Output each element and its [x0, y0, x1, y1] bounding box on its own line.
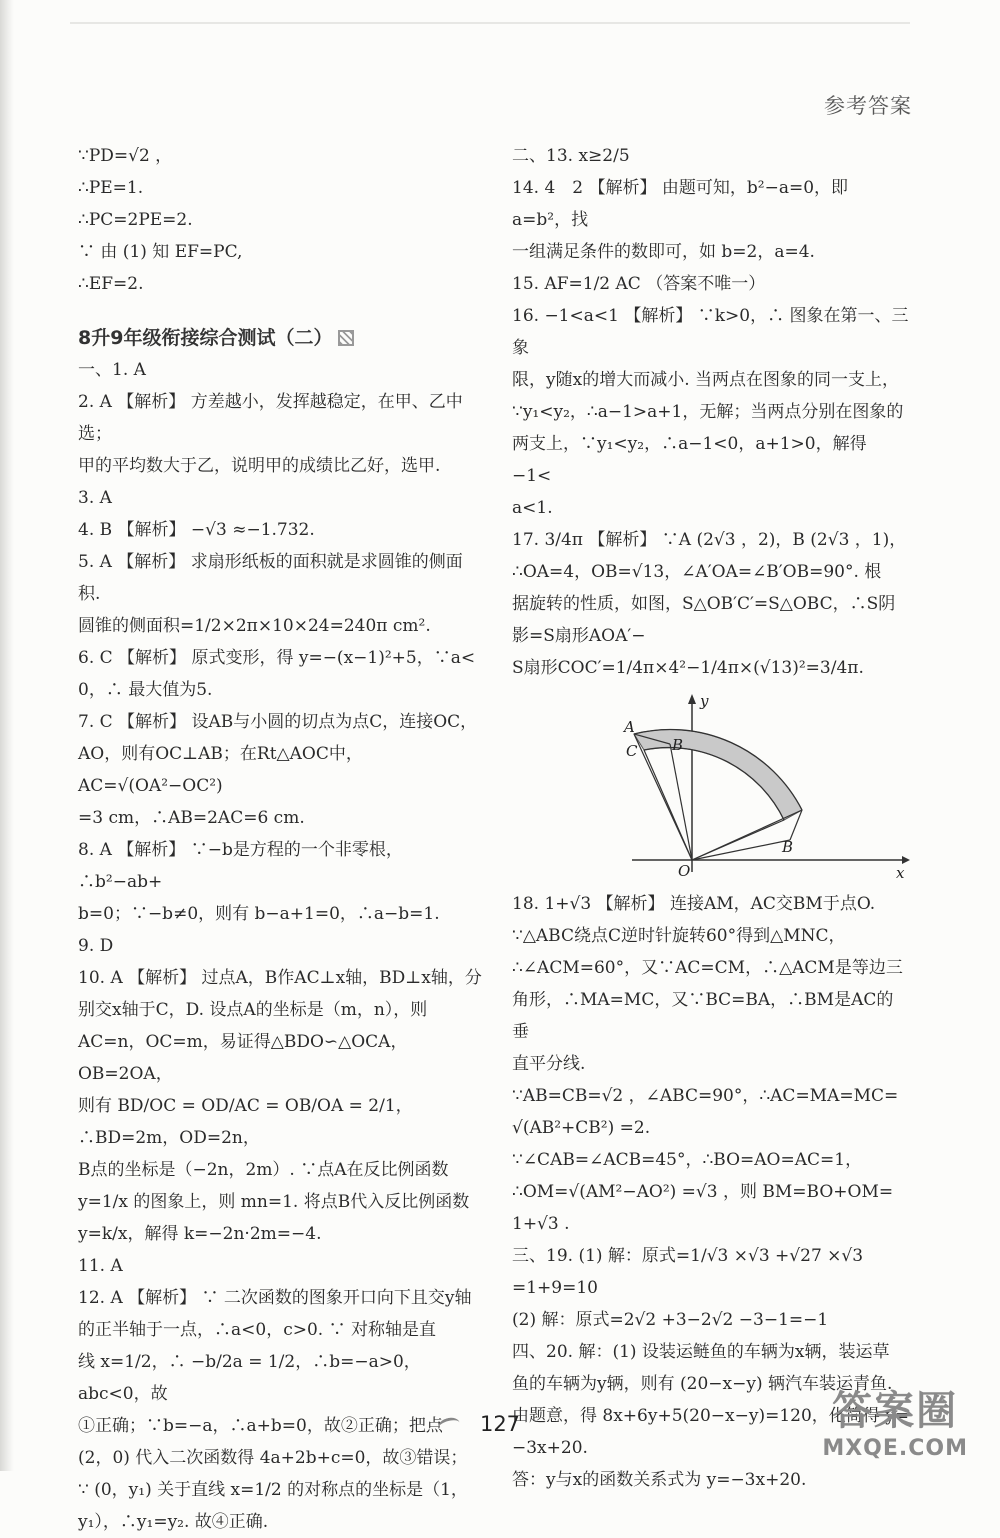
watermark — [822, 1379, 968, 1461]
answer-line: ∵PD=√2 ， — [78, 146, 173, 166]
label-y: y — [700, 692, 709, 710]
page-binding-shadow — [0, 0, 14, 1471]
label-C: C — [626, 742, 638, 760]
answer-line: 角形，∴MA=MC，又∵BC=BA，∴BM是AC的垂 — [512, 990, 894, 1042]
left-column — [78, 140, 483, 1538]
answer-line: 四、20. 解：(1) 设装运鲢鱼的车辆为x辆，装运草 — [512, 1342, 890, 1362]
segment-OB — [670, 744, 692, 860]
answer-line: 别交x轴于C，D. 设点A的坐标是（m，n），则 — [78, 1000, 428, 1020]
answer-line: ∴OM=√(AM²−AO²) =√3 ，则 BM=BO+OM= — [512, 1182, 894, 1202]
answer-line: ∵△ABC绕点C逆时针旋转60°得到△MNC， — [512, 926, 846, 946]
answer-line: ①正确；∵b=−a，∴a+b=0，故②正确；把点 — [78, 1416, 443, 1436]
answer-line: ∴PC=2PE=2. — [78, 210, 193, 230]
answer-line: =1+9=10 — [512, 1278, 598, 1298]
answer-line: 17. 3/4π 【解析】 ∵A (2√3 ，2)，B (2√3 ，1)， — [512, 530, 907, 550]
label-B: B — [672, 736, 684, 754]
answer-line: AO，则有OC⊥AB；在Rt△AOC中，AC=√(OA²−OC²) — [78, 744, 363, 796]
answer-line: 0，∴ 最大值为5. — [78, 680, 213, 700]
answer-line: 16. −1<a<1 【解析】 ∵k>0，∴ 图象在第一、三象 — [512, 306, 909, 358]
answer-line: 二、13. x≥2/5 — [512, 146, 630, 166]
answer-line: 由题意，得 8x+6y+5(20−x−y)=120，化简得 y= — [512, 1406, 910, 1426]
answer-line: ∴OA=4，OB=√13，∠A′OA=∠B′OB=90°. 根 — [512, 562, 882, 582]
label-B-prime: B — [782, 838, 794, 856]
segment-OB-prime — [692, 840, 790, 860]
answer-line: 鱼的车辆为y辆，则有 (20−x−y) 辆汽车装运青鱼. — [512, 1374, 893, 1394]
answer-line: 的正半轴于一点，∴a<0，c>0. ∵ 对称轴是直 — [78, 1320, 436, 1340]
answer-line: y₁），∴y₁=y₂. 故④正确. — [78, 1512, 269, 1532]
answer-line: 11. A — [78, 1256, 123, 1276]
answer-line: 1+√3 . — [512, 1214, 570, 1234]
answer-line: 8. A 【解析】 ∵−b是方程的一个非零根，∴b²−ab+ — [78, 840, 403, 892]
answer-block-continued — [78, 140, 483, 300]
answer-line: 甲的平均数大于乙，说明甲的成绩比乙好，选甲. — [78, 456, 441, 476]
answer-line: 则有 BD/OC = OD/AC = OB/OA = 2/1，∴BD=2m，OD=2n， — [78, 1096, 413, 1148]
rotation-figure — [612, 692, 912, 882]
answer-line: 答：y与x的函数关系式为 y=−3x+20. — [512, 1470, 807, 1490]
answer-block — [512, 140, 910, 684]
answer-line: 4. B 【解析】 −√3 ≈−1.732. — [78, 520, 315, 540]
label-O: O — [678, 862, 691, 880]
running-head: 参考答案 — [824, 94, 912, 118]
answer-line: 5. A 【解析】 求扇形纸板的面积就是求圆锥的侧面积. — [78, 552, 463, 604]
answer-line: 18. 1+√3 【解析】 连接AM，AC交BM于点O. — [512, 894, 876, 914]
answer-line: 15. AF=1/2 AC （答案不唯一） — [512, 274, 766, 294]
header-rule — [70, 22, 910, 24]
answer-line: 三、19. (1) 解：原式=1/√3 ×√3 +√27 ×√3 — [512, 1246, 864, 1266]
page-number: 127 — [479, 1412, 521, 1436]
section-title-text: 8升9年级衔接综合测试（二） — [78, 327, 333, 349]
answer-line: −3x+20. — [512, 1438, 588, 1458]
answer-line: y=k/x，解得 k=−2n·2m=−4. — [78, 1224, 322, 1244]
label-A: A — [624, 718, 635, 736]
answer-line: 一组满足条件的数即可，如 b=2，a=4. — [512, 242, 815, 262]
answer-line: 圆锥的侧面积=1/2×2π×10×24=240π cm². — [78, 616, 431, 636]
answer-line: 限，y随x的增大而减小. 当两点在图象的同一支上， — [512, 370, 899, 390]
answer-line: 6. C 【解析】 原式变形，得 y=−(x−1)²+5，∵a< — [78, 648, 476, 668]
segment-OC-prime — [692, 820, 784, 860]
answer-line: 14. 4 2 【解析】 由题可知，b²−a=0，即 a=b²，找 — [512, 178, 854, 230]
answer-line: a<1. — [512, 498, 553, 518]
right-column — [512, 140, 910, 1496]
label-x: x — [896, 864, 905, 882]
answer-line: ∴∠ACM=60°，又∵AC=CM，∴△ACM是等边三 — [512, 958, 903, 978]
answer-line: 2. A 【解析】 方差越小，发挥越稳定，在甲、乙中选； — [78, 392, 463, 444]
section-title — [78, 322, 483, 354]
answer-line: 线 x=1/2，∴ −b/2a = 1/2，∴b=−a>0，abc<0，故 — [78, 1352, 421, 1404]
watermark-logo: 答案圈 — [832, 1388, 959, 1434]
answer-line: AC=n，OC=m，易证得△BDO∽△OCA，OB=2OA， — [78, 1032, 408, 1084]
answer-line: 10. A 【解析】 过点A，B作AC⊥x轴，BD⊥x轴，分 — [78, 968, 482, 988]
answer-line: ∵∠CAB=∠ACB=45°，∴BO=AO=AC=1， — [512, 1150, 863, 1170]
answer-line: B点的坐标是（−2n，2m）. ∵点A在反比例函数 — [78, 1160, 449, 1180]
answer-line: 9. D — [78, 936, 114, 956]
answer-line: √(AB²+CB²) =2. — [512, 1118, 651, 1138]
answer-line: 两支上，∵y₁<y₂，∴a−1<0，a+1>0，解得 −1< — [512, 434, 872, 486]
answer-line: ∵ (0，y₁) 关于直线 x=1/2 的对称点的坐标是（1， — [78, 1480, 468, 1500]
answer-line: (2) 解：原式=2√2 +3−2√2 −3−1=−1 — [512, 1310, 829, 1330]
answer-line: 据旋转的性质，如图，S△OB′C′=S△OBC，∴S阴影=S扇形AOA′− — [512, 594, 896, 646]
answer-line: 一、1. A — [78, 360, 146, 380]
answer-line: ∴PE=1. — [78, 178, 144, 198]
answer-line: 12. A 【解析】 ∵ 二次函数的图象开口向下且交y轴 — [78, 1288, 472, 1308]
answer-line: 直平分线. — [512, 1054, 586, 1074]
answer-line: b=0；∵−b≠0，则有 b−a+1=0，∴a−b=1. — [78, 904, 440, 924]
qr-code-icon[interactable] — [338, 330, 354, 346]
answer-line: (2，0) 代入二次函数得 4a+2b+c=0，故③错误； — [78, 1448, 468, 1468]
answer-line: ∵ 由 (1) 知 EF=PC, — [78, 242, 243, 262]
answer-line: =3 cm，∴AB=2AC=6 cm. — [78, 808, 305, 828]
answer-line: S扇形COC′=1/4π×4²−1/4π×(√13)²=3/4π. — [512, 658, 864, 678]
answer-line: ∵AB=CB=√2 ，∠ABC=90°，∴AC=MA=MC= — [512, 1086, 899, 1106]
x-axis-arrow-icon — [902, 856, 910, 864]
watermark-url: MXQE.COM — [822, 1436, 968, 1461]
answer-block — [78, 354, 483, 1538]
answer-line: ∵y₁<y₂，∴a−1>a+1，无解；当两点分别在图象的 — [512, 402, 904, 422]
y-axis-arrow-icon — [688, 694, 696, 704]
answer-line: 3. A — [78, 488, 112, 508]
answer-line: y=1/x 的图象上，则 mn=1. 将点B代入反比例函数 — [78, 1192, 470, 1212]
answer-line: 7. C 【解析】 设AB与小圆的切点为点C，连接OC， — [78, 712, 478, 732]
segment-OC — [644, 750, 692, 860]
answer-line: ∴EF=2. — [78, 274, 144, 294]
rotation-diagram — [612, 692, 912, 882]
